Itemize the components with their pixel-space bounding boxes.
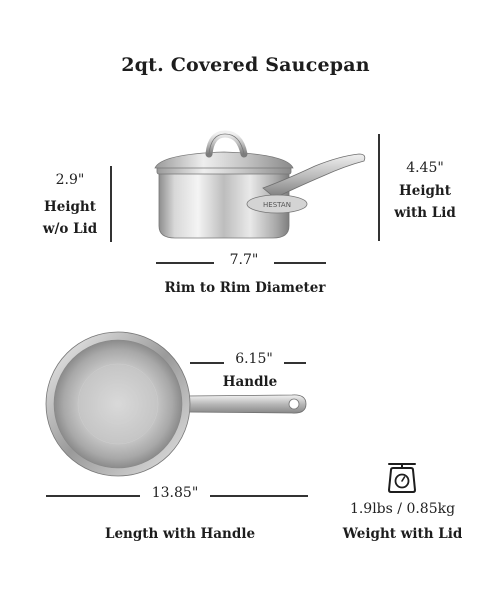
weight-label: Weight with Lid [342, 526, 463, 542]
diameter-label: Rim to Rim Diameter [164, 280, 326, 296]
weight-value: 1.9lbs / 0.85kg [349, 501, 456, 517]
diameter-line-right [274, 262, 326, 264]
length-line-left [46, 495, 140, 497]
scale-icon [384, 458, 420, 494]
handle-line-right [284, 362, 306, 364]
pan-interior [54, 340, 182, 468]
diameter-line-left [156, 262, 214, 264]
handle-line-left [190, 362, 224, 364]
length-value: 13.85" [151, 485, 199, 501]
brand-engraving: HESTAN [263, 201, 291, 209]
height-without-lid-dimension-line [110, 166, 112, 242]
covered-saucepan-image [145, 128, 370, 248]
height-with-lid-label [385, 180, 465, 224]
top-view-handle [186, 395, 306, 413]
height-with-lid-label-line2: with Lid [394, 205, 456, 221]
height-without-lid-label-line1: Height [44, 199, 96, 215]
handle-label: Handle [222, 374, 278, 390]
length-label: Length with Handle [104, 526, 256, 542]
length-line-right [210, 495, 308, 497]
diameter-value: 7.7" [229, 252, 259, 268]
handle-value: 6.15" [235, 351, 273, 367]
page-title: 2qt. Covered Saucepan [121, 54, 370, 76]
height-without-lid-label-line2: w/o Lid [42, 221, 98, 237]
lid-knob [209, 134, 244, 154]
lid [155, 152, 293, 168]
height-with-lid-value: 4.45" [406, 160, 444, 176]
height-with-lid-label-line1: Height [399, 183, 451, 199]
height-without-lid-label [30, 196, 110, 240]
height-without-lid-value: 2.9" [55, 172, 85, 188]
height-with-lid-dimension-line [378, 134, 380, 241]
